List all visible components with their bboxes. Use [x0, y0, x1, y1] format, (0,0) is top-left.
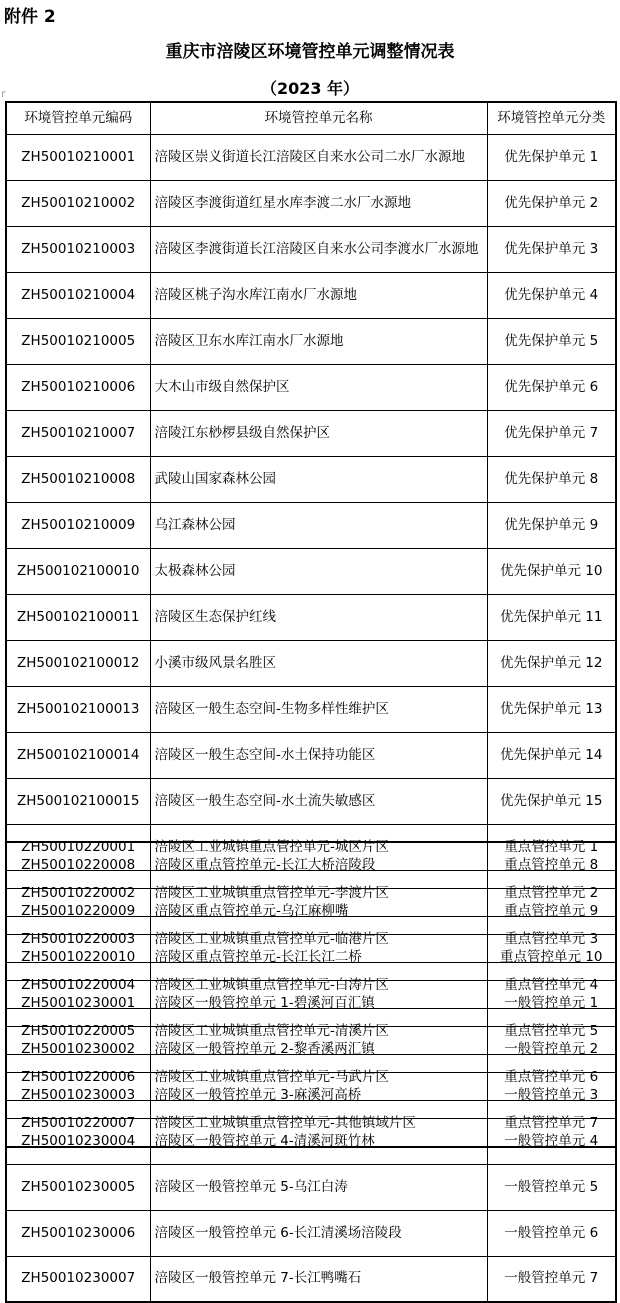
table-row [6, 1164, 616, 1210]
unit-name-cell: 大木山市级自然保护区 [150, 365, 487, 411]
table-header-row [6, 102, 616, 135]
table-row [6, 503, 616, 549]
table-row [6, 888, 616, 934]
unit-name-cell: 涪陵区李渡街道长江涪陵区自来水公司李渡水厂水源地 [150, 227, 487, 273]
unit-category-cell: 一般管控单元 3 [487, 1072, 616, 1118]
unit-category-cell: 重点管控单元 3 [487, 917, 616, 963]
unit-name-cell: 涪陵区工业城镇重点管控单元-城区片区 [150, 825, 487, 871]
unit-name-cell: 涪陵区工业城镇重点管控单元-清溪片区 [150, 1009, 487, 1055]
table-row [6, 1072, 616, 1118]
table-row [6, 687, 616, 733]
unit-code-cell: ZH50010220009 [6, 888, 150, 934]
table-row [6, 733, 616, 779]
unit-category-cell: 优先保护单元 2 [487, 181, 616, 227]
unit-category-cell: 重点管控单元 2 [487, 871, 616, 917]
unit-category-cell: 优先保护单元 7 [487, 411, 616, 457]
unit-name-cell: 涪陵区一般管控单元 4-清溪河斑竹林 [150, 1118, 487, 1164]
unit-name-cell: 涪陵区工业城镇重点管控单元-白涛片区 [150, 963, 487, 1009]
unit-code-cell: ZH50010210002 [6, 181, 150, 227]
unit-name-cell: 涪陵区工业城镇重点管控单元-其他镇域片区 [150, 1101, 487, 1147]
table-row [6, 641, 616, 687]
unit-code-cell: ZH50010210004 [6, 273, 150, 319]
unit-category-cell: 优先保护单元 13 [487, 687, 616, 733]
unit-name-cell: 涪陵区一般管控单元 7-长江鸭嘴石 [150, 1256, 487, 1302]
unit-code-cell: ZH50010220004 [6, 963, 150, 1009]
unit-code-cell: ZH50010220010 [6, 934, 150, 980]
unit-name-cell: 乌江森林公园 [150, 503, 487, 549]
unit-name-cell: 武陵山国家森林公园 [150, 457, 487, 503]
unit-code-cell: ZH50010210001 [6, 135, 150, 181]
unit-code-cell: ZH50010220005 [6, 1009, 150, 1055]
unit-category-cell: 一般管控单元 5 [487, 1164, 616, 1210]
unit-code-cell: ZH50010220008 [6, 842, 150, 888]
column-header-category: 环境管控单元分类 [487, 102, 616, 135]
unit-name-cell: 涪陵区一般生态空间-水土保持功能区 [150, 733, 487, 779]
unit-category-cell: 优先保护单元 6 [487, 365, 616, 411]
table-row [6, 411, 616, 457]
unit-name-cell: 涪陵区一般生态空间-水土流失敏感区 [150, 779, 487, 825]
unit-code-cell: ZH50010230005 [6, 1164, 150, 1210]
table-row [6, 181, 616, 227]
unit-code-cell: ZH50010230006 [6, 1210, 150, 1256]
unit-code-cell: ZH500102100015 [6, 779, 150, 825]
unit-code-cell: ZH50010220007 [6, 1101, 150, 1147]
column-header-name: 环境管控单元名称 [150, 102, 487, 135]
table-row [6, 842, 616, 888]
unit-category-cell: 优先保护单元 8 [487, 457, 616, 503]
control-unit-table-part-2 [5, 841, 617, 1303]
unit-category-cell: 一般管控单元 7 [487, 1256, 616, 1302]
unit-name-cell: 涪陵区一般管控单元 3-麻溪河高桥 [150, 1072, 487, 1118]
unit-code-cell: ZH50010210006 [6, 365, 150, 411]
table-row [6, 1256, 616, 1302]
unit-code-cell: ZH50010220002 [6, 871, 150, 917]
unit-code-cell: ZH50010210003 [6, 227, 150, 273]
unit-code-cell: ZH50010210007 [6, 411, 150, 457]
document-title: 重庆市涪陵区环境管控单元调整情况表 [165, 42, 455, 62]
unit-category-cell: 重点管控单元 7 [487, 1101, 616, 1147]
table-row [6, 1118, 616, 1164]
unit-category-cell: 重点管控单元 10 [487, 934, 616, 980]
table-row [6, 365, 616, 411]
table-row [6, 549, 616, 595]
unit-code-cell: ZH500102100011 [6, 595, 150, 641]
unit-code-cell: ZH500102100012 [6, 641, 150, 687]
unit-category-cell: 优先保护单元 11 [487, 595, 616, 641]
table-row [6, 980, 616, 1026]
unit-name-cell: 涪陵区重点管控单元-长江长江二桥 [150, 934, 487, 980]
unit-name-cell: 涪陵区一般管控单元 6-长江清溪场涪陵段 [150, 1210, 487, 1256]
unit-code-cell: ZH50010230002 [6, 1026, 150, 1072]
unit-name-cell: 涪陵区工业城镇重点管控单元-马武片区 [150, 1055, 487, 1101]
unit-category-cell: 优先保护单元 9 [487, 503, 616, 549]
table-row [6, 135, 616, 181]
unit-code-cell: ZH50010220001 [6, 825, 150, 871]
unit-category-cell: 一般管控单元 4 [487, 1118, 616, 1164]
unit-code-cell: ZH50010220006 [6, 1055, 150, 1101]
unit-name-cell: 涪陵江东桫椤县级自然保护区 [150, 411, 487, 457]
unit-code-cell: ZH500102100013 [6, 687, 150, 733]
unit-category-cell: 优先保护单元 15 [487, 779, 616, 825]
unit-category-cell: 优先保护单元 1 [487, 135, 616, 181]
unit-code-cell: ZH50010230001 [6, 980, 150, 1026]
unit-code-cell: ZH50010220003 [6, 917, 150, 963]
unit-category-cell: 优先保护单元 5 [487, 319, 616, 365]
column-header-code: 环境管控单元编码 [6, 102, 150, 135]
unit-code-cell: ZH500102100014 [6, 733, 150, 779]
table-row [6, 227, 616, 273]
document-year: （2023 年） [260, 79, 360, 98]
unit-category-cell: 优先保护单元 4 [487, 273, 616, 319]
unit-category-cell: 优先保护单元 14 [487, 733, 616, 779]
unit-code-cell: ZH50010230003 [6, 1072, 150, 1118]
unit-name-cell: 涪陵区一般管控单元 1-碧溪河百汇镇 [150, 980, 487, 1026]
unit-code-cell: ZH50010230007 [6, 1256, 150, 1302]
table-row [6, 457, 616, 503]
unit-name-cell: 涪陵区一般管控单元 2-黎香溪两汇镇 [150, 1026, 487, 1072]
table-row [6, 779, 616, 825]
unit-code-cell: ZH50010210005 [6, 319, 150, 365]
table-corner-mark: ┌ [0, 88, 6, 98]
unit-name-cell: 涪陵区工业城镇重点管控单元-李渡片区 [150, 871, 487, 917]
unit-name-cell: 涪陵区李渡街道红星水库李渡二水厂水源地 [150, 181, 487, 227]
table-row [6, 319, 616, 365]
attachment-label: 附件 2 [4, 7, 56, 27]
unit-category-cell: 重点管控单元 5 [487, 1009, 616, 1055]
unit-category-cell: 重点管控单元 1 [487, 825, 616, 871]
unit-name-cell: 涪陵区工业城镇重点管控单元-临港片区 [150, 917, 487, 963]
table-row [6, 934, 616, 980]
unit-category-cell: 重点管控单元 4 [487, 963, 616, 1009]
unit-code-cell: ZH50010230004 [6, 1118, 150, 1164]
unit-category-cell: 一般管控单元 1 [487, 980, 616, 1026]
unit-name-cell: 涪陵区一般生态空间-生物多样性维护区 [150, 687, 487, 733]
table-row [6, 1026, 616, 1072]
unit-category-cell: 一般管控单元 6 [487, 1210, 616, 1256]
unit-category-cell: 优先保护单元 3 [487, 227, 616, 273]
unit-code-cell: ZH50010210008 [6, 457, 150, 503]
table-row [6, 595, 616, 641]
unit-category-cell: 一般管控单元 2 [487, 1026, 616, 1072]
unit-name-cell: 涪陵区卫东水库江南水厂水源地 [150, 319, 487, 365]
unit-name-cell: 小溪市级风景名胜区 [150, 641, 487, 687]
unit-category-cell: 优先保护单元 12 [487, 641, 616, 687]
table-row [6, 1210, 616, 1256]
unit-name-cell: 涪陵区崇义街道长江涪陵区自来水公司二水厂水源地 [150, 135, 487, 181]
unit-category-cell: 优先保护单元 10 [487, 549, 616, 595]
unit-name-cell: 涪陵区桃子沟水库江南水厂水源地 [150, 273, 487, 319]
table-row [6, 273, 616, 319]
unit-category-cell: 重点管控单元 6 [487, 1055, 616, 1101]
unit-name-cell: 太极森林公园 [150, 549, 487, 595]
unit-name-cell: 涪陵区一般管控单元 5-乌江白涛 [150, 1164, 487, 1210]
unit-name-cell: 涪陵区重点管控单元-乌江麻柳嘴 [150, 888, 487, 934]
unit-category-cell: 重点管控单元 8 [487, 842, 616, 888]
unit-name-cell: 涪陵区生态保护红线 [150, 595, 487, 641]
unit-category-cell: 重点管控单元 9 [487, 888, 616, 934]
unit-code-cell: ZH500102100010 [6, 549, 150, 595]
unit-name-cell: 涪陵区重点管控单元-长江大桥涪陵段 [150, 842, 487, 888]
unit-code-cell: ZH50010210009 [6, 503, 150, 549]
